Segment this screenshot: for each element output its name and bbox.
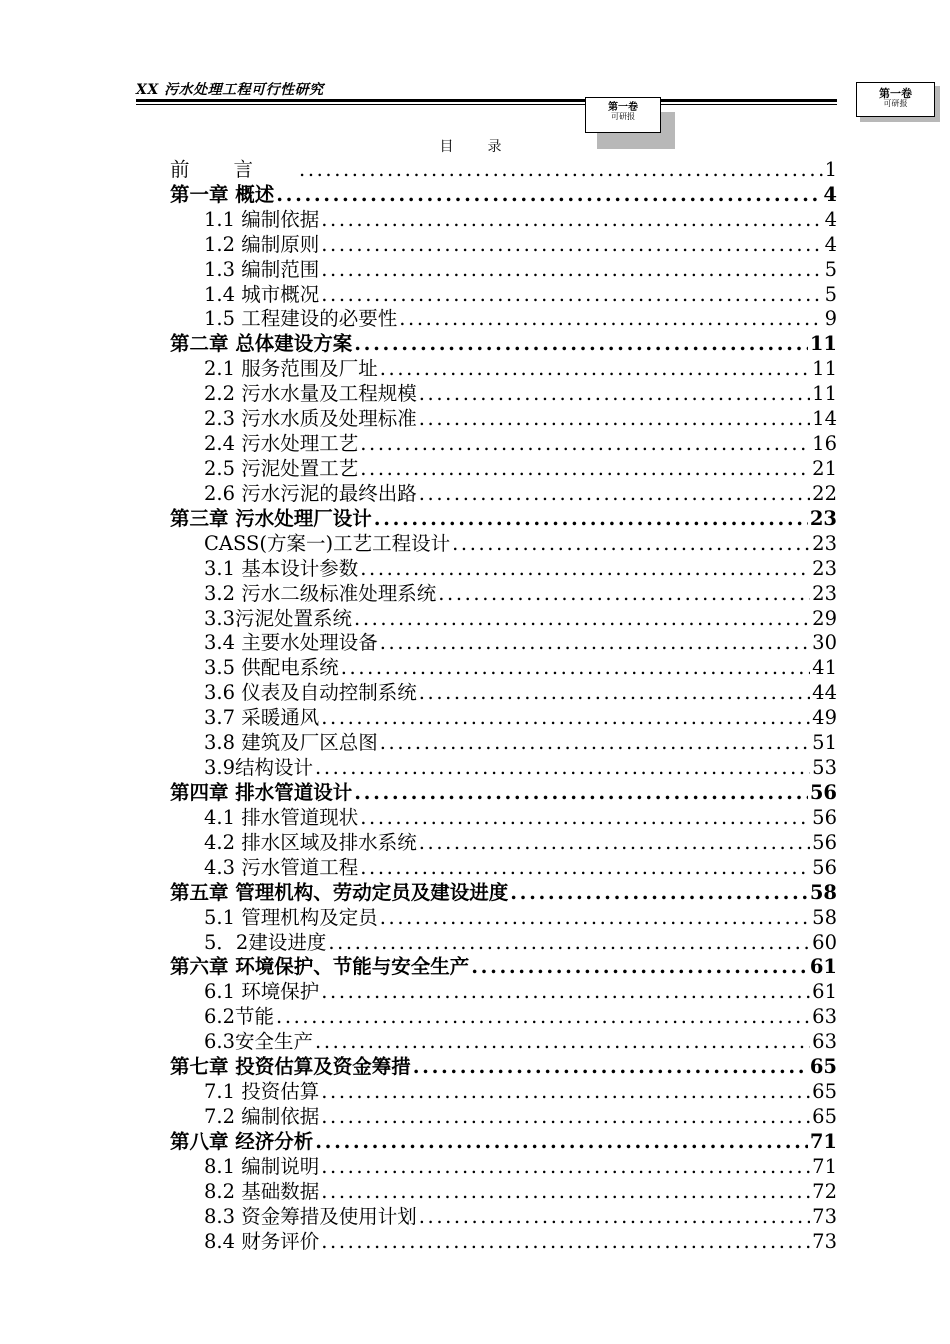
toc-leader-dots: [419, 482, 810, 506]
stamp-report-label: 可研报: [611, 112, 635, 121]
toc-chapter-entry[interactable]: [170, 506, 837, 531]
toc-section-entry[interactable]: [170, 1029, 837, 1054]
toc-entry-label: 5．2建设进度: [204, 930, 327, 954]
toc-chapter-entry[interactable]: [170, 182, 837, 207]
toc-leader-dots: [438, 582, 810, 606]
volume-stamp-right: [856, 82, 940, 122]
toc-leader-dots: [354, 781, 808, 805]
toc-chapter-entry[interactable]: [170, 1129, 837, 1154]
toc-section-entry[interactable]: [170, 680, 837, 705]
toc-entry-label: 1.2 编制原则: [204, 232, 320, 256]
toc-page-number: 5: [824, 282, 837, 306]
toc-leader-dots: [399, 307, 822, 331]
toc-entry-label: 6.2节能: [204, 1005, 275, 1029]
toc-page-number: 53: [812, 756, 837, 780]
toc-page-number: 4: [824, 232, 837, 256]
toc-leader-dots: [360, 432, 810, 456]
toc-page-number: 23: [812, 581, 837, 605]
toc-section-entry[interactable]: [170, 1104, 837, 1129]
toc-leader-dots: [413, 1055, 808, 1079]
toc-leader-dots: [321, 208, 822, 232]
toc-leader-dots: [380, 357, 810, 381]
toc-page-number: 23: [809, 506, 837, 530]
toc-leader-dots: [321, 233, 822, 257]
toc-page-number: 41: [812, 656, 837, 680]
toc-leader-dots: [299, 158, 823, 182]
toc-leader-dots: [321, 258, 822, 282]
toc-entry-label: CASS(方案一)工艺工程设计: [204, 531, 451, 555]
toc-section-entry[interactable]: [170, 655, 837, 680]
table-of-contents: [170, 157, 837, 1254]
toc-chapter-entry[interactable]: [170, 1054, 837, 1079]
toc-entry-label: 8.2 基础数据: [204, 1179, 320, 1203]
toc-entry-label: 6.3安全生产: [204, 1030, 314, 1054]
toc-entry-label: 第八章 经济分析: [170, 1129, 314, 1153]
toc-section-entry[interactable]: [170, 979, 837, 1004]
toc-page-number: 9: [824, 307, 837, 331]
toc-section-entry[interactable]: [170, 207, 837, 232]
toc-page-number: 5: [824, 257, 837, 281]
stamp-report-label: 可研报: [883, 99, 908, 109]
toc-entry-label: 7.2 编制依据: [204, 1104, 320, 1128]
toc-entry-label: 2.1 服务范围及厂址: [204, 357, 378, 381]
toc-entry-label: 第七章 投资估算及资金筹措: [170, 1055, 411, 1079]
toc-page-number: 56: [812, 830, 837, 854]
toc-page-number: 22: [812, 481, 837, 505]
toc-entry-label: 3.7 采暖通风: [204, 706, 320, 730]
toc-section-entry[interactable]: [170, 1204, 837, 1229]
toc-page-number: 21: [812, 456, 837, 480]
toc-page-number: 16: [812, 432, 837, 456]
toc-leader-dots: [315, 1130, 808, 1154]
toc-page-number: 63: [812, 1030, 837, 1054]
toc-leader-dots: [360, 856, 810, 880]
toc-leader-dots: [341, 656, 810, 680]
toc-leader-dots: [360, 557, 810, 581]
toc-section-entry[interactable]: [170, 1229, 837, 1254]
toc-leader-dots: [328, 931, 810, 955]
toc-entry-label: 3.9结构设计: [204, 756, 314, 780]
toc-leader-dots: [276, 1005, 810, 1029]
toc-leader-dots: [360, 457, 810, 481]
toc-entry-label: 3.2 污水二级标准处理系统: [204, 581, 437, 605]
toc-entry-label: 第五章 管理机构、劳动定员及建设进度: [170, 880, 509, 904]
stamp-box: [856, 82, 935, 117]
toc-section-entry[interactable]: [170, 307, 837, 332]
toc-entry-label: 2.3 污水水质及处理标准: [204, 407, 417, 431]
toc-entry-label: 8.1 编制说明: [204, 1154, 320, 1178]
stamp-box: [585, 97, 661, 133]
toc-section-entry[interactable]: [170, 1079, 837, 1104]
toc-section-entry[interactable]: [170, 755, 837, 780]
toc-entry-label: 3.1 基本设计参数: [204, 556, 359, 580]
toc-page-number: 71: [812, 1154, 837, 1178]
toc-chapter-entry[interactable]: [170, 955, 837, 980]
toc-page-number: 30: [812, 631, 837, 655]
toc-leader-dots: [321, 1105, 810, 1129]
toc-entry-label: 4.3 污水管道工程: [204, 855, 359, 879]
toc-section-entry[interactable]: [170, 581, 837, 606]
toc-leader-dots: [510, 881, 808, 905]
toc-entry-label: 3.3污泥处置系统: [204, 606, 353, 630]
toc-leader-dots: [315, 1030, 810, 1054]
toc-page-number: 61: [812, 980, 837, 1004]
toc-entry-label: 2.6 污水污泥的最终出路: [204, 481, 417, 505]
toc-section-entry[interactable]: [170, 282, 837, 307]
toc-page-number: 11: [812, 382, 837, 406]
toc-page-number: 65: [809, 1055, 837, 1079]
toc-preface-entry[interactable]: [170, 157, 837, 182]
toc-page-number: 4: [824, 207, 837, 231]
toc-entry-label: 4.1 排水管道现状: [204, 805, 359, 829]
toc-section-entry[interactable]: [170, 705, 837, 730]
toc-section-entry[interactable]: [170, 381, 837, 406]
toc-section-entry[interactable]: [170, 631, 837, 656]
toc-leader-dots: [380, 906, 810, 930]
toc-leader-dots: [321, 1080, 810, 1104]
toc-section-entry[interactable]: [170, 805, 837, 830]
toc-page-number: 23: [812, 556, 837, 580]
toc-page-number: 61: [809, 955, 837, 979]
toc-page-number: 11: [809, 332, 837, 356]
toc-entry-label: 第六章 环境保护、节能与安全生产: [170, 955, 470, 979]
toc-page-number: 65: [812, 1104, 837, 1128]
toc-leader-dots: [374, 507, 808, 531]
toc-entry-label: 2.2 污水水量及工程规模: [204, 382, 417, 406]
toc-entry-label: 第四章 排水管道设计: [170, 780, 353, 804]
toc-page-number: 65: [812, 1080, 837, 1104]
toc-entry-label: 6.1 环境保护: [204, 980, 320, 1004]
toc-leader-dots: [321, 980, 810, 1004]
toc-section-entry[interactable]: [170, 232, 837, 257]
toc-page-number: 63: [812, 1005, 837, 1029]
toc-entry-label: 3.5 供配电系统: [204, 656, 339, 680]
toc-leader-dots: [354, 332, 808, 356]
toc-page-number: 14: [812, 407, 837, 431]
toc-leader-dots: [360, 806, 810, 830]
toc-entry-label: 4.2 排水区域及排水系统: [204, 830, 417, 854]
toc-entry-label: 2.4 污水处理工艺: [204, 432, 359, 456]
toc-leader-dots: [354, 607, 810, 631]
toc-entry-label: 3.4 主要水处理设备: [204, 631, 378, 655]
toc-leader-dots: [419, 407, 810, 431]
toc-leader-dots: [321, 283, 822, 307]
toc-page-number: 73: [812, 1229, 837, 1253]
stamp-volume-label: 第一卷: [608, 102, 638, 113]
toc-section-entry[interactable]: [170, 905, 837, 930]
toc-section-entry[interactable]: [170, 1179, 837, 1204]
toc-page-number: 58: [812, 905, 837, 929]
toc-section-entry[interactable]: [170, 356, 837, 381]
toc-section-entry[interactable]: [170, 930, 837, 955]
toc-entry-label: 8.4 财务评价: [204, 1229, 320, 1253]
toc-section-entry[interactable]: [170, 556, 837, 581]
toc-page-number: 60: [812, 930, 837, 954]
toc-section-entry[interactable]: [170, 730, 837, 755]
toc-leader-dots: [471, 955, 808, 979]
toc-entry-label: 7.1 投资估算: [204, 1080, 320, 1104]
toc-page-number: 72: [812, 1179, 837, 1203]
toc-entry-label: 1.3 编制范围: [204, 257, 320, 281]
toc-section-entry[interactable]: [170, 531, 837, 556]
header-rule-thin: [136, 104, 837, 105]
toc-entry-label: 1.5 工程建设的必要性: [204, 307, 398, 331]
toc-section-entry[interactable]: [170, 431, 837, 456]
toc-entry-label: 8.3 资金筹措及使用计划: [204, 1204, 417, 1228]
header-rule-thick: [136, 99, 837, 102]
toc-page-number: 4: [823, 182, 837, 206]
toc-section-entry[interactable]: [170, 855, 837, 880]
stamp-volume-label: 第一卷: [879, 87, 912, 100]
toc-leader-dots: [321, 1180, 810, 1204]
toc-section-entry[interactable]: [170, 1004, 837, 1029]
toc-section-entry[interactable]: [170, 481, 837, 506]
toc-page-number: 56: [812, 855, 837, 879]
toc-page-number: 58: [809, 880, 837, 904]
toc-chapter-entry[interactable]: [170, 880, 837, 905]
toc-section-entry[interactable]: [170, 406, 837, 431]
toc-page-number: 56: [812, 805, 837, 829]
toc-section-entry[interactable]: [170, 830, 837, 855]
toc-page-number: 23: [812, 531, 837, 555]
toc-entry-label: 5.1 管理机构及定员: [204, 905, 378, 929]
toc-entry-label: 第一章 概述: [170, 182, 275, 206]
toc-leader-dots: [276, 183, 821, 207]
toc-leader-dots: [419, 1205, 810, 1229]
toc-section-entry[interactable]: [170, 456, 837, 481]
toc-page-number: 51: [812, 731, 837, 755]
toc-leader-dots: [419, 831, 810, 855]
toc-leader-dots: [321, 1155, 810, 1179]
toc-page-number: 11: [812, 357, 837, 381]
toc-leader-dots: [321, 1230, 810, 1254]
toc-leader-dots: [452, 532, 810, 556]
toc-page-number: 1: [824, 157, 837, 181]
toc-page-number: 44: [812, 681, 837, 705]
toc-section-entry[interactable]: [170, 1154, 837, 1179]
toc-page-number: 71: [809, 1129, 837, 1153]
toc-page-number: 56: [809, 780, 837, 804]
toc-entry-label: 1.4 城市概况: [204, 282, 320, 306]
toc-page-number: 73: [812, 1204, 837, 1228]
toc-leader-dots: [380, 631, 810, 655]
toc-page-number: 49: [812, 706, 837, 730]
toc-section-entry[interactable]: [170, 257, 837, 282]
toc-leader-dots: [419, 681, 810, 705]
toc-entry-label: 3.8 建筑及厂区总图: [204, 731, 378, 755]
toc-section-entry[interactable]: [170, 606, 837, 631]
toc-entry-label: 第三章 污水处理厂设计: [170, 506, 372, 530]
toc-entry-label: 2.5 污泥处置工艺: [204, 456, 359, 480]
toc-heading: 目录: [439, 139, 536, 155]
toc-chapter-entry[interactable]: [170, 780, 837, 805]
toc-entry-label: 1.1 编制依据: [204, 207, 320, 231]
toc-entry-label: 前言: [170, 157, 298, 181]
toc-leader-dots: [321, 706, 810, 730]
document-title: XX 污水处理工程可行性研究: [136, 82, 324, 98]
toc-chapter-entry[interactable]: [170, 331, 837, 356]
toc-page-number: 29: [812, 606, 837, 630]
toc-entry-label: 第二章 总体建设方案: [170, 332, 353, 356]
toc-entry-label: 3.6 仪表及自动控制系统: [204, 681, 417, 705]
toc-leader-dots: [419, 382, 810, 406]
toc-leader-dots: [380, 731, 810, 755]
toc-leader-dots: [315, 756, 810, 780]
